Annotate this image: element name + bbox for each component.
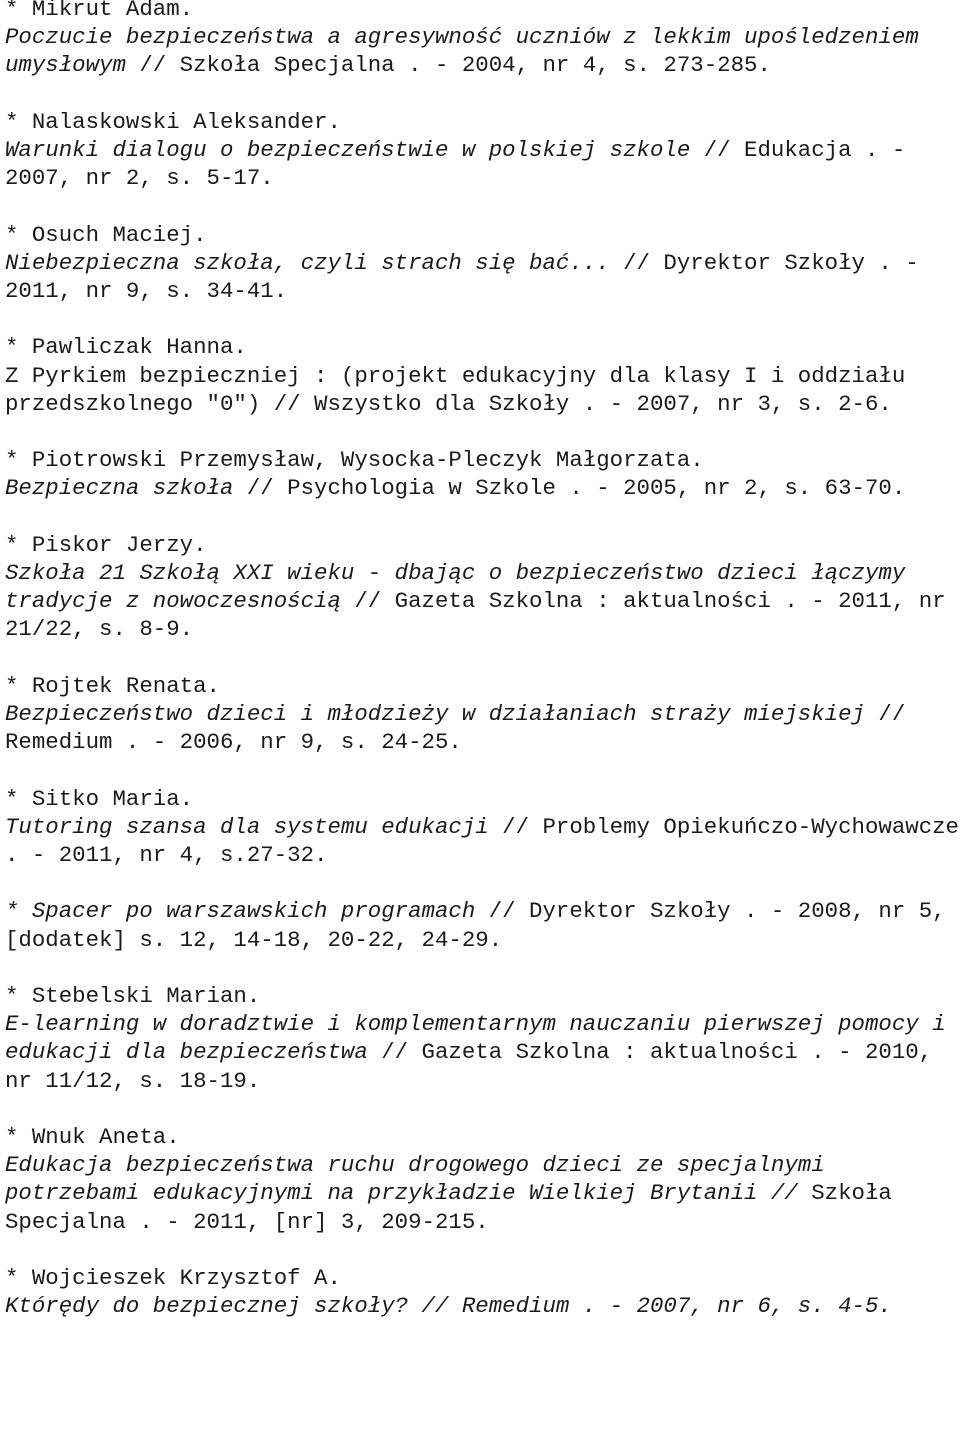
bibliography-entry (5, 0, 960, 80)
entry-author: * Nalaskowski Aleksander. (5, 108, 341, 135)
entry-source: // Gazeta Szkolna : aktualności . - 2010, nr 11/12, s. 18-19. (5, 1039, 933, 1094)
bibliography-entry (5, 785, 960, 870)
bibliography-entry (5, 531, 960, 644)
entry-title: Szkoła 21 Szkołą XXI wieku - dbając o bezpieczeństwo dzieci łączymy tradycje z nowoczesnością (5, 559, 906, 615)
entry-title: E-learning w doradztwie i komplementarnym nauczaniu pierwszej pomocy i edukacji dla bezpieczeństwa (5, 1011, 946, 1066)
entry-source: // Szkoła Specjalna . - 2004, nr 4, s. 273-285. (125, 52, 771, 79)
entry-title: Warunki dialogu o bezpieczeństwie w polskiej szkole (5, 137, 691, 163)
entry-source: // Psychologia w Szkole . - 2005, nr 2, s. 63-70. (233, 475, 906, 502)
bibliography-entry (5, 1264, 960, 1320)
entry-citation (5, 559, 960, 644)
entry-citation (5, 1151, 960, 1236)
entry-author: * Osuch Maciej. (5, 221, 207, 248)
entry-author: * Wojcieszek Krzysztof A. (5, 1264, 341, 1291)
entry-citation (5, 474, 960, 502)
bibliography-list (5, 0, 960, 1320)
bibliography-entry (5, 446, 960, 502)
bibliography-entry (5, 108, 960, 193)
entry-source: // Dyrektor Szkoły . - 2011, nr 9, s. 34-41. (5, 249, 919, 304)
entry-title: Tutoring szansa dla systemu edukacji (5, 813, 489, 840)
entry-source: // Gazeta Szkolna : aktualności . - 2011, nr 21/22, s. 8-9. (5, 588, 946, 643)
entry-author: * Sitko Maria. (5, 785, 194, 812)
entry-citation (5, 249, 960, 305)
bibliography-entry (5, 221, 960, 306)
entry-citation (5, 23, 960, 79)
entry-citation (5, 700, 960, 756)
bibliography-entry (5, 333, 960, 418)
entry-title: Niebezpieczna szkoła, czyli strach się bać... (5, 249, 610, 276)
entry-citation (5, 1010, 960, 1095)
entry-citation (5, 813, 960, 869)
entry-title: * Spacer po warszawskich programach (5, 898, 476, 925)
entry-source: // Problemy Opiekuńczo-Wychowawcze . - 2011, nr 4, s.27-32. (5, 813, 959, 868)
entry-citation (5, 897, 960, 953)
entry-title: Edukacja bezpieczeństwa ruchu drogowego dzieci ze specjalnymi potrzebami edukacyjnymi na przykładzie Wielkiej Brytanii // (5, 1152, 825, 1207)
entry-source: // Dyrektor Szkoły . - 2008, nr 5,[dodatek] s. 12, 14-18, 20-22, 24-29. (5, 898, 946, 953)
entry-author: * Wnuk Aneta. (5, 1123, 180, 1150)
entry-source: Z Pyrkiem bezpieczniej : (projekt edukacyjny dla klasy I i oddziału przedszkolnego "0") // Wszystko dla Szkoły . - 2007, nr 3, s. 2-6. (5, 362, 906, 417)
entry-citation (5, 362, 960, 418)
entry-author: * Piskor Jerzy. (5, 531, 207, 558)
bibliography-entry (5, 672, 960, 757)
entry-author: * Pawliczak Hanna. (5, 334, 247, 361)
bibliography-entry (5, 897, 960, 953)
entry-author: * Piotrowski Przemysław, Wysocka-Pleczyk Małgorzata. (5, 447, 704, 474)
entry-citation (5, 1292, 960, 1320)
entry-source: Szkoła Specjalna . - 2011, [nr] 3, 209-215. (5, 1180, 892, 1235)
entry-source: // Edukacja . - 2007, nr 2, s. 5-17. (5, 137, 906, 192)
entry-author: * Rojtek Renata. (5, 672, 220, 699)
entry-title: Bezpieczna szkoła (5, 475, 234, 502)
entry-author: * Stebelski Marian. (5, 982, 261, 1009)
bibliography-page (5, 0, 960, 1349)
entry-title: Bezpieczeństwo dzieci i młodzieży w działaniach straży miejskiej (5, 700, 865, 727)
entry-citation (5, 136, 960, 192)
bibliography-entry (5, 982, 960, 1095)
bibliography-entry (5, 1123, 960, 1236)
entry-author: * Mikrut Adam. (5, 0, 194, 22)
entry-title: Którędy do bezpiecznej szkoły? // Remedium . - 2007, nr 6, s. 4-5. (5, 1293, 892, 1320)
entry-source: // Remedium . - 2006, nr 9, s. 24-25. (5, 700, 906, 756)
entry-title: Poczucie bezpieczeństwa a agresywność uczniów z lekkim upośledzeniem umysłowym (5, 24, 919, 79)
